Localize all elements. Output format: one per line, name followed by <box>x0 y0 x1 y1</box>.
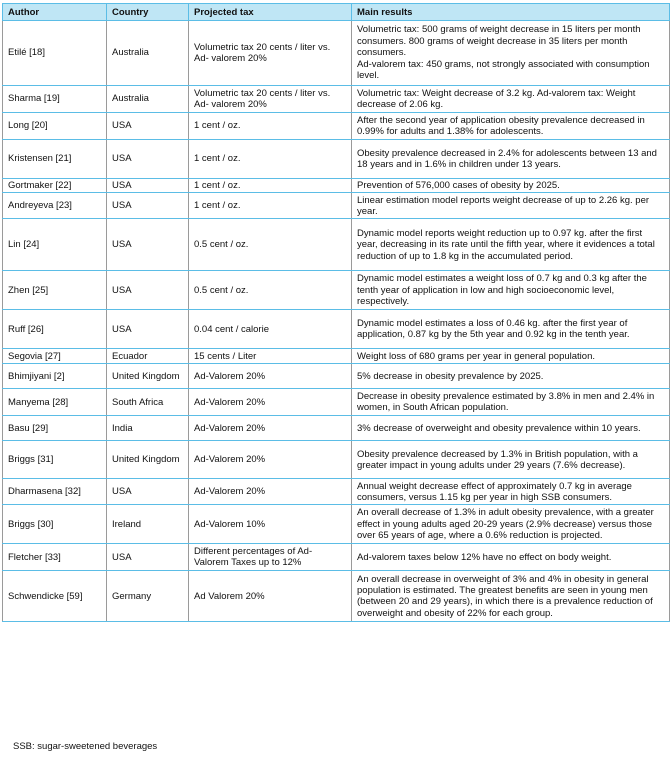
cell-country: Germany <box>107 571 189 622</box>
cell-author: Long [20] <box>3 113 107 140</box>
table-row <box>3 21 670 86</box>
cell-main-results: 3% decrease of overweight and obesity prevalence within 10 years. <box>352 416 670 441</box>
cell-projected-tax: 0.5 cent / oz. <box>189 219 352 271</box>
cell-projected-tax: 0.04 cent / calorie <box>189 310 352 349</box>
cell-country: USA <box>107 310 189 349</box>
table-row <box>3 219 670 271</box>
cell-main-results: Dynamic model estimates a loss of 0.46 kg. after the first year of application, 0.87 kg by the 5th year and 0.92 kg in the tenth year. <box>352 310 670 349</box>
header-main-results: Main results <box>352 4 670 21</box>
table-row <box>3 271 670 310</box>
cell-main-results: An overall decrease of 1.3% in adult obesity prevalence, with a greater effect in young adults aged 20-29 years (2.9% decrease) versus those over 65 years of age, where a 0.6% reduction is projected. <box>352 505 670 544</box>
cell-main-results: Decrease in obesity prevalence estimated by 3.8% in men and 2.4% in women, in South African population. <box>352 389 670 416</box>
cell-projected-tax: Ad-Valorem 20% <box>189 389 352 416</box>
table-row <box>3 113 670 140</box>
results-table-container <box>2 3 669 622</box>
cell-author: Andreyeva [23] <box>3 193 107 219</box>
cell-main-results: Obesity prevalence decreased by 1.3% in British population, with a greater impact in young adults under 29 years (7.6% decrease). <box>352 441 670 479</box>
cell-country: Australia <box>107 86 189 113</box>
cell-main-results: Obesity prevalence decreased in 2.4% for adolescents between 13 and 18 years and in 1.6% in children under 13 years. <box>352 140 670 179</box>
cell-projected-tax: Volumetric tax 20 cents / liter vs. Ad- valorem 20% <box>189 86 352 113</box>
cell-country: USA <box>107 113 189 140</box>
cell-author: Manyema [28] <box>3 389 107 416</box>
cell-main-results: Annual weight decrease effect of approximately 0.7 kg in average consumers, versus 1.15 kg per year in high SSB consumers. <box>352 479 670 505</box>
cell-main-results: Volumetric tax: 500 grams of weight decrease in 15 liters per month consumers. 800 grams of weight decrease in 35 liters per month consumers. Ad-valorem tax: 450 grams, not strongly associated with consumption level. <box>352 21 670 86</box>
cell-main-results: Weight loss of 680 grams per year in general population. <box>352 349 670 364</box>
table-row <box>3 416 670 441</box>
table-row <box>3 140 670 179</box>
cell-author: Lin [24] <box>3 219 107 271</box>
header-author: Author <box>3 4 107 21</box>
cell-country: USA <box>107 479 189 505</box>
cell-main-results: Dynamic model reports weight reduction up to 0.97 kg. after the first year, decreasing in its rate until the fifth year, where it evidences a total reduction of up to 1.8 kg in the accumulated period. <box>352 219 670 271</box>
table-row <box>3 193 670 219</box>
header-projected-tax: Projected tax <box>189 4 352 21</box>
cell-author: Zhen [25] <box>3 271 107 310</box>
table-header-row <box>3 4 670 21</box>
cell-country: South Africa <box>107 389 189 416</box>
cell-country: India <box>107 416 189 441</box>
results-table <box>2 3 670 622</box>
cell-projected-tax: Ad Valorem 20% <box>189 571 352 622</box>
cell-projected-tax: 1 cent / oz. <box>189 140 352 179</box>
cell-country: Ireland <box>107 505 189 544</box>
table-footnote: SSB: sugar-sweetened beverages <box>13 741 158 752</box>
cell-author: Basu [29] <box>3 416 107 441</box>
cell-author: Fletcher [33] <box>3 544 107 571</box>
cell-country: USA <box>107 140 189 179</box>
cell-country: USA <box>107 193 189 219</box>
table-row <box>3 441 670 479</box>
cell-main-results: Volumetric tax: Weight decrease of 3.2 kg. Ad-valorem tax: Weight decrease of 2.06 kg. <box>352 86 670 113</box>
table-row <box>3 505 670 544</box>
cell-country: USA <box>107 219 189 271</box>
cell-author: Briggs [31] <box>3 441 107 479</box>
cell-country: Ecuador <box>107 349 189 364</box>
table-row <box>3 349 670 364</box>
table-row <box>3 571 670 622</box>
cell-country: Australia <box>107 21 189 86</box>
cell-projected-tax: 0.5 cent / oz. <box>189 271 352 310</box>
cell-author: Dharmasena [32] <box>3 479 107 505</box>
cell-country: USA <box>107 179 189 193</box>
cell-author: Bhimjiyani [2] <box>3 364 107 389</box>
cell-author: Ruff [26] <box>3 310 107 349</box>
cell-author: Gortmaker [22] <box>3 179 107 193</box>
cell-projected-tax: Ad-Valorem 20% <box>189 364 352 389</box>
cell-projected-tax: Different percentages of Ad-Valorem Taxes up to 12% <box>189 544 352 571</box>
cell-country: United Kingdom <box>107 441 189 479</box>
table-row <box>3 86 670 113</box>
cell-country: United Kingdom <box>107 364 189 389</box>
cell-author: Sharma [19] <box>3 86 107 113</box>
table-row <box>3 310 670 349</box>
cell-main-results: Ad-valorem taxes below 12% have no effect on body weight. <box>352 544 670 571</box>
cell-projected-tax: Ad-Valorem 10% <box>189 505 352 544</box>
table-row <box>3 544 670 571</box>
cell-main-results: Prevention of 576,000 cases of obesity by 2025. <box>352 179 670 193</box>
table-row <box>3 389 670 416</box>
cell-projected-tax: Ad-Valorem 20% <box>189 416 352 441</box>
cell-main-results: An overall decrease in overweight of 3% and 4% in obesity in general population is estimated. The greatest benefits are seen in young men (between 20 and 29 years), in which there is a prevalence reduction of overweight and obesity of 22% for each group. <box>352 571 670 622</box>
cell-author: Etilé [18] <box>3 21 107 86</box>
cell-country: USA <box>107 544 189 571</box>
cell-main-results: Linear estimation model reports weight decrease of up to 2.26 kg. per year. <box>352 193 670 219</box>
cell-author: Briggs [30] <box>3 505 107 544</box>
table-row <box>3 479 670 505</box>
table-row <box>3 179 670 193</box>
cell-country: USA <box>107 271 189 310</box>
cell-main-results: Dynamic model estimates a weight loss of 0.7 kg and 0.3 kg after the tenth year of application in low and high socioeconomic level, respectively. <box>352 271 670 310</box>
cell-author: Schwendicke [59] <box>3 571 107 622</box>
table-body <box>3 21 670 622</box>
cell-projected-tax: Ad-Valorem 20% <box>189 479 352 505</box>
cell-projected-tax: 1 cent / oz. <box>189 193 352 219</box>
cell-author: Kristensen [21] <box>3 140 107 179</box>
cell-projected-tax: Ad-Valorem 20% <box>189 441 352 479</box>
cell-projected-tax: Volumetric tax 20 cents / liter vs. Ad- valorem 20% <box>189 21 352 86</box>
cell-projected-tax: 15 cents / Liter <box>189 349 352 364</box>
cell-projected-tax: 1 cent / oz. <box>189 113 352 140</box>
table-row <box>3 364 670 389</box>
cell-main-results: 5% decrease in obesity prevalence by 2025. <box>352 364 670 389</box>
cell-projected-tax: 1 cent / oz. <box>189 179 352 193</box>
header-country: Country <box>107 4 189 21</box>
cell-author: Segovia [27] <box>3 349 107 364</box>
cell-main-results: After the second year of application obesity prevalence decreased in 0.99% for adults and 1.38% for adolescents. <box>352 113 670 140</box>
